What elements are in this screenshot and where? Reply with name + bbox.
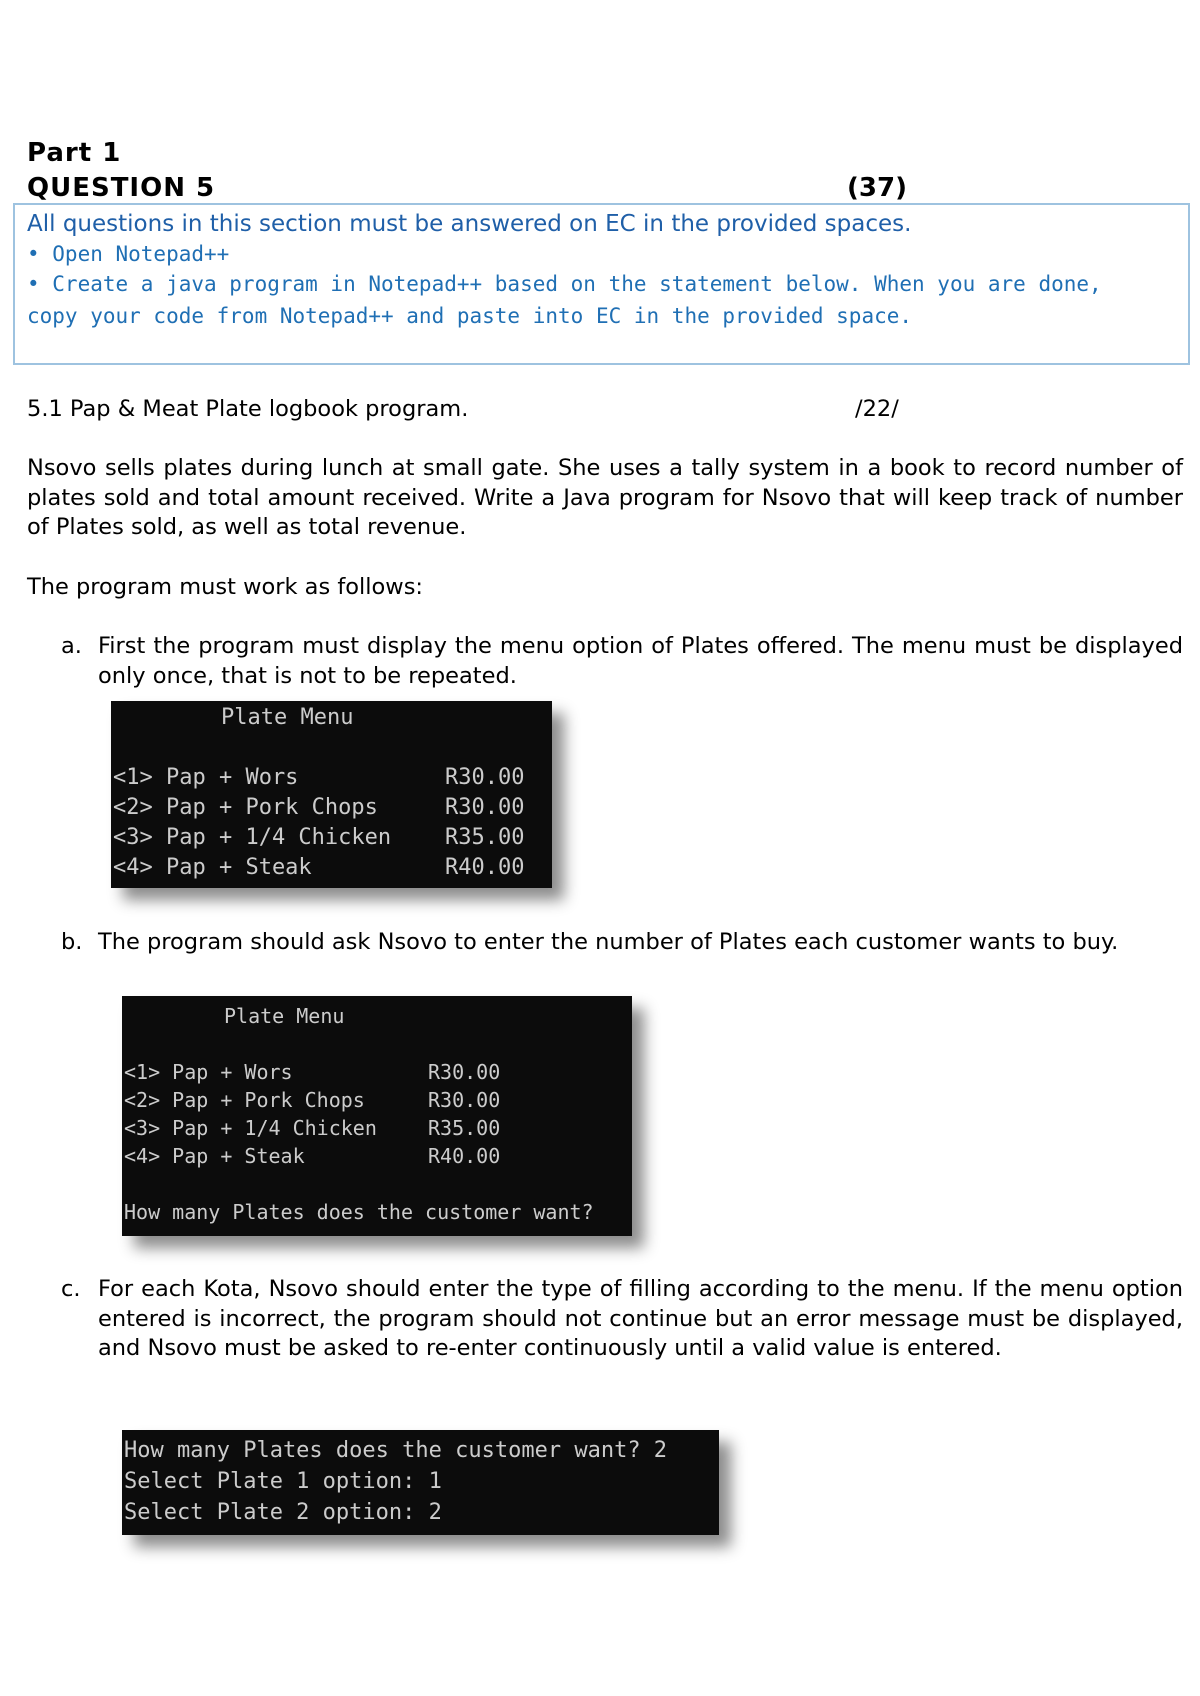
menu-item-price: R30.00 <box>445 765 525 790</box>
menu-item-price: R40.00 <box>445 855 525 880</box>
menu-title: Plate Menu <box>224 1004 345 1028</box>
console-plate-selection <box>122 1430 719 1535</box>
menu-item-label: <2> Pap + Pork Chops <box>124 1088 365 1112</box>
console-line: Select Plate 1 option: 1 <box>124 1469 442 1494</box>
section-marks: /22/ <box>855 396 899 422</box>
step-a-marker: a. <box>61 633 82 659</box>
menu-item-label: <3> Pap + 1/4 Chicken <box>124 1116 377 1140</box>
work-intro: The program must work as follows: <box>27 574 423 600</box>
instruction-bullet-continuation: copy your code from Notepad++ and paste into EC in the provided space. <box>27 304 913 328</box>
instructions-heading: All questions in this section must be answered on EC in the provided spaces. <box>27 211 912 237</box>
menu-item-price: R40.00 <box>428 1144 501 1168</box>
part-title: Part 1 <box>27 138 122 168</box>
step-c-marker: c. <box>61 1276 81 1302</box>
menu-item-price: R30.00 <box>445 795 525 820</box>
console-plate-menu-with-prompt <box>122 996 632 1236</box>
menu-item-label: <1> Pap + Wors <box>113 765 299 790</box>
menu-item-price: R30.00 <box>428 1088 501 1112</box>
instruction-bullet-create-program: • Create a java program in Notepad++ based on the statement below. When you are done, <box>27 272 1102 296</box>
console-line: Select Plate 2 option: 2 <box>124 1500 442 1525</box>
step-b-marker: b. <box>61 929 83 955</box>
step-b-text: The program should ask Nsovo to enter the number of Plates each customer wants to buy. <box>98 929 1119 955</box>
menu-item-label: <4> Pap + Steak <box>113 855 312 880</box>
menu-item-label: <2> Pap + Pork Chops <box>113 795 378 820</box>
section-title: 5.1 Pap & Meat Plate logbook program. <box>27 396 469 422</box>
console-line: How many Plates does the customer want? 2 <box>124 1438 668 1463</box>
menu-title: Plate Menu <box>221 705 354 730</box>
step-c-text: For each Kota, Nsovo should enter the type of filling according to the menu. If the menu option entered is incorrect, the program should not continue but an error message must be displayed, and Nsovo must be asked to re-enter continuously until a valid value is entered. <box>98 1276 1183 1361</box>
step-a-text: First the program must display the menu option of Plates offered. The menu must be displayed only once, that is not to be repeated. <box>98 633 1183 689</box>
question-marks: (37) <box>847 173 907 203</box>
intro-paragraph: Nsovo sells plates during lunch at small gate. She uses a tally system in a book to record number of plates sold and total amount received. Write a Java program for Nsovo that will keep track of number of Plates sold, as well as total revenue. <box>27 455 1183 540</box>
question-title: QUESTION 5 <box>27 173 216 203</box>
menu-item-label: <3> Pap + 1/4 Chicken <box>113 825 392 850</box>
instruction-bullet-open-notepad: • Open Notepad++ <box>27 242 230 266</box>
menu-item-label: <4> Pap + Steak <box>124 1144 305 1168</box>
menu-item-price: R30.00 <box>428 1060 501 1084</box>
menu-item-price: R35.00 <box>428 1116 501 1140</box>
menu-item-label: <1> Pap + Wors <box>124 1060 293 1084</box>
console-plate-menu <box>111 701 552 888</box>
console-prompt: How many Plates does the customer want? <box>124 1200 594 1224</box>
menu-item-price: R35.00 <box>445 825 525 850</box>
